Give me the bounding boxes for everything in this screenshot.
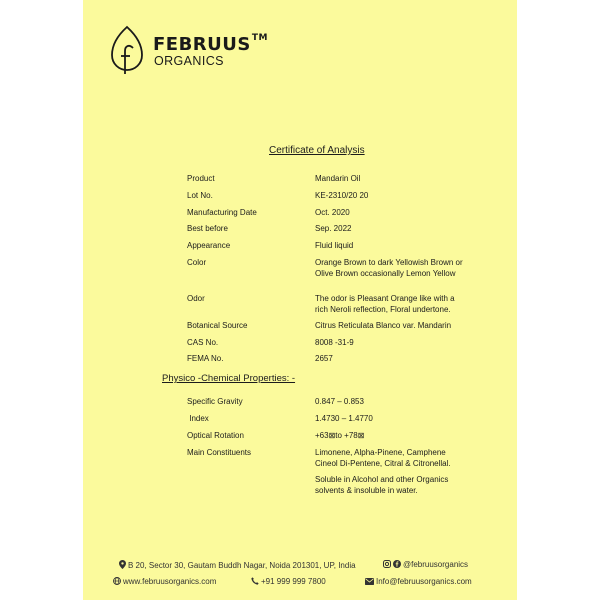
prop-value-optical-rotation: +63⊠to +78⊠ — [315, 431, 365, 440]
location-pin-icon — [119, 560, 126, 569]
row-value-botanical-source: Citrus Reticulata Blanco var. Mandarin — [315, 321, 452, 330]
row-value-best-before: Sep. 2022 — [315, 224, 352, 233]
row-value-cas-no: 8008 -31-9 — [315, 338, 354, 347]
footer-address: B 20, Sector 30, Gautam Buddh Nagar, Noida 201301, UP, India — [119, 560, 356, 570]
footer-website[interactable]: www.februusorganics.com — [113, 577, 216, 586]
prop-label-main-constituents: Main Constituents — [187, 448, 252, 457]
row-value-odor: The odor is Pleasant Orange like with a rich Neroli reflection, Floral undertone. — [315, 294, 455, 314]
row-label-product: Product — [187, 174, 215, 183]
row-label-best-before: Best before — [187, 224, 228, 233]
prop-label-specific-gravity: Specific Gravity — [187, 397, 243, 406]
prop-value-index: 1.4730 – 1.4770 — [315, 414, 373, 423]
prop-label-optical-rotation: Optical Rotation — [187, 431, 244, 440]
row-label-fema-no: FEMA No. — [187, 354, 224, 363]
footer-phone[interactable]: +91 999 999 7800 — [251, 577, 326, 586]
footer-social[interactable]: @februusorganics — [383, 560, 468, 569]
row-label-lot: Lot No. — [187, 191, 213, 200]
mail-icon — [365, 578, 374, 585]
row-label-cas-no: CAS No. — [187, 338, 219, 347]
leaf-logo-icon — [109, 24, 145, 76]
row-value-fema-no: 2657 — [315, 354, 333, 363]
globe-icon — [113, 577, 121, 585]
solubility-note: Soluble in Alcohol and other Organics solvents & insoluble in water. — [315, 475, 449, 495]
section-title-physico-chemical: Physico -Chemical Properties: - — [162, 373, 296, 384]
row-value-product: Mandarin Oil — [315, 174, 361, 183]
row-label-manufacturing-date: Manufacturing Date — [187, 208, 257, 217]
brand-name: FEBRUUS™ — [153, 33, 268, 55]
row-value-color: Orange Brown to dark Yellowish Brown or Olive Brown occasionally Lemon Yellow — [315, 258, 463, 278]
prop-value-specific-gravity: 0.847 – 0.853 — [315, 397, 364, 406]
prop-label-index: Index — [187, 414, 209, 423]
certificate-page — [83, 0, 517, 600]
row-label-appearance: Appearance — [187, 241, 231, 250]
footer-email[interactable]: Info@februusorganics.com — [365, 577, 472, 586]
facebook-icon — [393, 560, 401, 568]
row-label-botanical-source: Botanical Source — [187, 321, 248, 330]
prop-value-main-constituents: Limonene, Alpha-Pinene, Camphene Cineol Di-Pentene, Citral & Citronellal. — [315, 448, 451, 468]
row-label-color: Color — [187, 258, 207, 267]
instagram-icon — [383, 560, 391, 568]
phone-icon — [251, 577, 259, 585]
row-value-manufacturing-date: Oct. 2020 — [315, 208, 350, 217]
document-title: Certificate of Analysis — [269, 145, 365, 156]
brand-subtitle: ORGANICS — [154, 54, 224, 68]
row-value-appearance: Fluid liquid — [315, 241, 354, 250]
brand-logo — [109, 24, 309, 84]
row-value-lot: KE-2310/20 20 — [315, 191, 369, 200]
row-label-odor: Odor — [187, 294, 205, 303]
